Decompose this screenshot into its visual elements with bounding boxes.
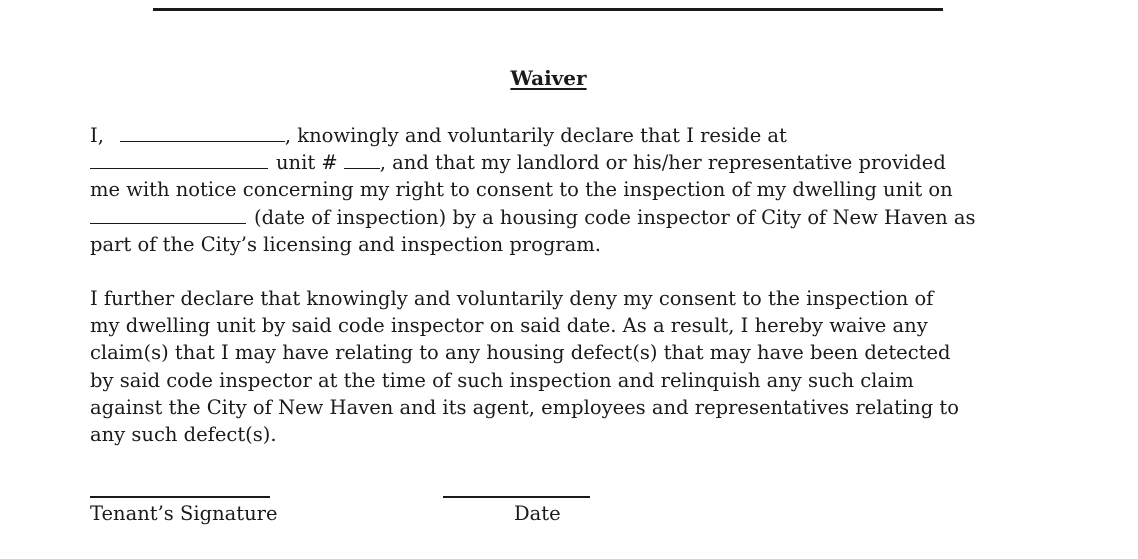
waiver-line: any such defect(s). (90, 422, 277, 446)
declaration-line-4 (90, 204, 976, 231)
tenant-name-blank[interactable] (120, 123, 285, 142)
unit-label: unit # (276, 151, 338, 175)
address-blank[interactable] (90, 150, 268, 169)
waiver-line: by said code inspector at the time of such inspection and relinquish any such claim (90, 368, 914, 392)
declaration-line-3: me with notice concerning my right to consent to the inspection of my dwelling unit on (90, 178, 953, 202)
document-title: Waiver (510, 66, 587, 90)
declaration-prefix: I, (90, 124, 104, 147)
inspection-date-blank[interactable] (90, 205, 246, 224)
declaration-line-2 (90, 149, 976, 176)
declaration-paragraph (90, 122, 976, 258)
waiver-paragraph (90, 285, 959, 448)
tenant-signature-label: Tenant’s Signature (90, 502, 278, 525)
waiver-line: my dwelling unit by said code inspector on said date. As a result, I hereby waive any (90, 314, 928, 338)
top-rule (153, 8, 943, 11)
declaration-line-1 (90, 122, 976, 149)
declaration-line-5: part of the City’s licensing and inspection program. (90, 232, 601, 256)
landlord-notice-text: , and that my landlord or his/her representative provided (379, 151, 946, 175)
tenant-signature-line[interactable] (90, 496, 270, 498)
signature-date-line[interactable] (443, 496, 590, 498)
signature-date-label: Date (514, 502, 561, 525)
unit-number-blank[interactable] (344, 150, 380, 169)
declaration-residence-text: , knowingly and voluntarily declare that I reside at (284, 124, 787, 147)
inspection-date-text: (date of inspection) by a housing code inspector of City of New Haven as (254, 205, 976, 229)
waiver-line: claim(s) that I may have relating to any housing defect(s) that may have been detected (90, 341, 951, 365)
waiver-line: I further declare that knowingly and voluntarily deny my consent to the inspection of (90, 287, 934, 310)
waiver-line: against the City of New Haven and its agent, employees and representatives relating to (90, 395, 959, 419)
